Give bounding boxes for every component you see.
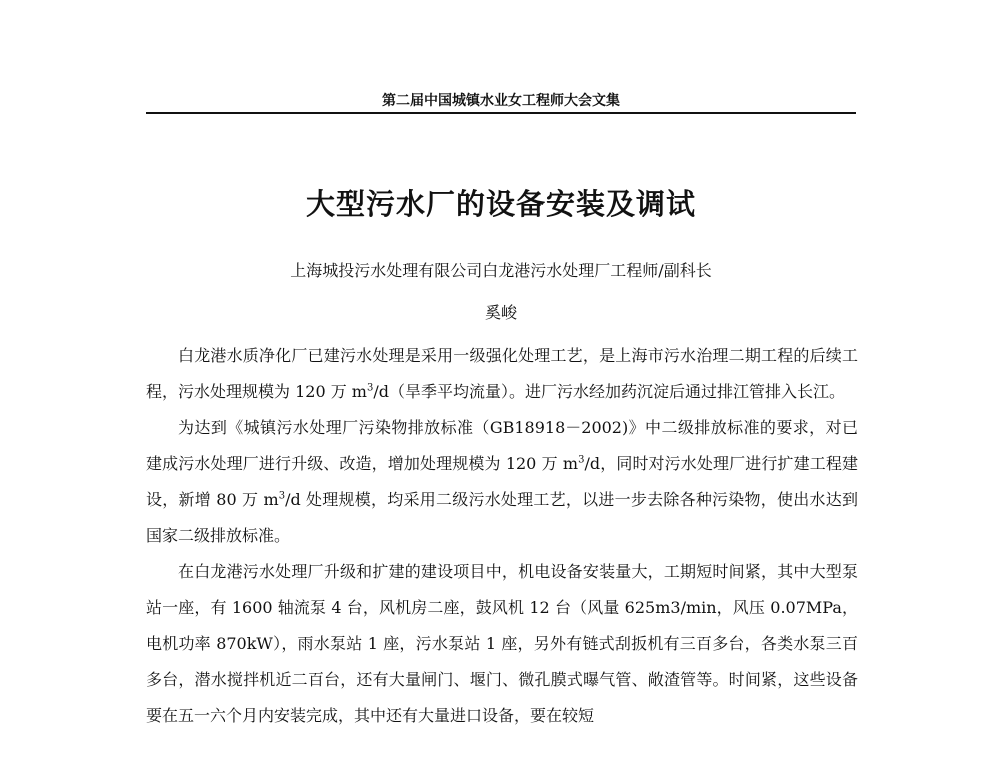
- paragraph-2: [146, 410, 858, 554]
- paragraph-1-text-b: /d（旱季平均流量）。进厂污水经加药沉淀后通过排江管排入长江。: [373, 382, 845, 401]
- article-title: 大型污水厂的设备安装及调试: [305, 187, 696, 221]
- paragraph-1-text-a: 白龙港水质净化厂已建污水处理是采用一级强化处理工艺，是上海市污水治理二期工程的后续工程，污水处理规模为 120 万 m: [146, 346, 858, 401]
- author-name: 奚峻: [484, 303, 517, 322]
- paragraph-2-text-c: /d 处理规模，均采用二级污水处理工艺，以进一步去除各种污染物，使出水达到国家二级排放标准。: [146, 490, 858, 545]
- superscript-3: 3: [578, 454, 585, 466]
- superscript-3: 3: [278, 490, 286, 502]
- paragraph-3: 在白龙港污水处理厂升级和扩建的建设项目中，机电设备安装量大，工期短时间紧，其中大型泵站一座，有 1600 轴流泵 4 台，风机房二座，鼓风机 12 台（风量 625m3/min，风压 0.07MPa，电机功率 870kW），雨水泵站 1 座，污水泵站 1 座，另外有链式刮扳机有三百多台，各类水泵三百多台，潜水搅拌机近二百台，还有大量闸门、堰门、微孔膜式曝气管、敞渣管等。时间紧，这些设备要在五一六个月内安装完成，其中还有大量进口设备，要在较短: [146, 562, 858, 725]
- paragraph-2-text-b: /d，同时对污水处理厂进行扩建工程建设，新增 80 万 m: [146, 454, 858, 509]
- paragraph-2-text-a: 为达到《城镇污水处理厂污染物排放标准（GB18918－2002)》中二级排放标准的要求，对已建成污水处理厂进行升级、改造，增加处理规模为 120 万 m: [146, 418, 858, 473]
- article-body: [146, 338, 858, 734]
- header-rule: [146, 112, 856, 114]
- running-header: 第二届中国城镇水业女工程师大会文集: [382, 93, 620, 109]
- superscript-3: 3: [366, 382, 374, 394]
- author-affiliation: 上海城投污水处理有限公司白龙港污水处理厂工程师/副科长: [290, 261, 712, 280]
- paragraph-1: [146, 338, 858, 410]
